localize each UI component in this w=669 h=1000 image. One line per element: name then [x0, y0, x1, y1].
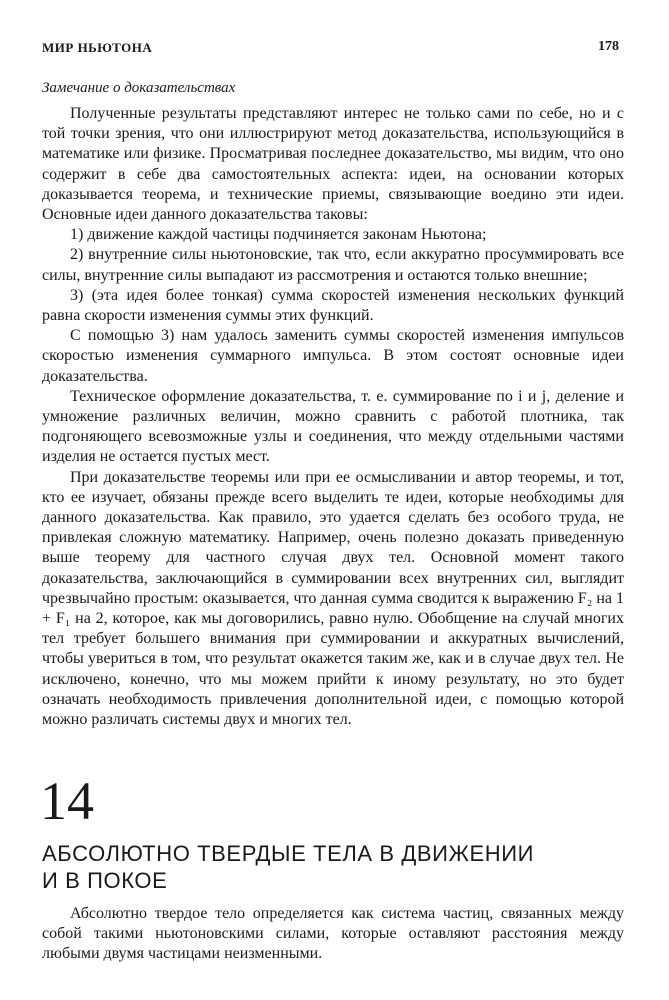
- running-head: МИР НЬЮТОНА: [42, 40, 153, 55]
- paragraph: Техническое оформление доказательства, т. е. суммирование по i и j, деление и умножение различных величин, можно сравнить с работой плотника, так подгоняющего всевозможные узлы и соединения, что между отдельными частями изделия не остается пустых мест.: [42, 387, 624, 466]
- section-heading: Замечание о доказательствах: [42, 80, 236, 96]
- section-body: [42, 104, 624, 730]
- chapter-title-line: АБСОЛЮТНО ТВЕРДЫЕ ТЕЛА В ДВИЖЕНИИ: [42, 841, 535, 866]
- paragraph: При доказательстве теоремы или при ее осмысливании и автор теоремы, и тот, кто ее изучает, обязаны прежде всего выделить те идеи, которые необходимы для данного доказательства. Как правило, это удается сделать без особого труда, не привлекая сложную математику. Например, очень полезно доказать приведенную выше теорему для частного случая двух тел. Основной момент такого доказательства, заключающийся в суммировании всех внутренних сил, выглядит чрезвычайно простым: оказывается, что данная сумма сводится к выражению F₂ на 1 + F₁ на 2, которое, как мы договорились, равно нулю. Обобщение на случай многих тел требует большего внимания при суммировании и аккуратных вычислений, чтобы увериться в том, что результат окажется таким же, как и в случае двух тел. Не исключено, конечно, что мы можем прийти к иному результату, но это будет означать необходимость привлечения дополнительной идеи, с помощью которой можно различать системы двух и многих тел.: [42, 468, 624, 729]
- list-item: 1) движение каждой частицы подчиняется законам Ньютона;: [70, 226, 487, 244]
- chapter-intro: [42, 904, 624, 965]
- list-item: 2) внутренние силы ньютоновские, так что, если аккуратно просуммировать все силы, внутренние силы выпадают из рассмотрения и остаются только внешние;: [42, 246, 624, 284]
- paragraph: Полученные результаты представляют интерес не только сами по себе, но и с той точки зрения, что они иллюстрируют метод доказательства, использующийся в математике или физике. Просматривая последнее доказательство, мы видим, что оно содержит в себе два самостоятельных аспекта: идеи, на основании которых доказывается теорема, и технические приемы, связывающие воедино эти идеи. Основные идеи данного доказательства таковы:: [42, 105, 624, 224]
- chapter-title: [42, 840, 602, 894]
- chapter-title-line: И В ПОКОЕ: [42, 868, 168, 893]
- list-item: 3) (эта идея более тонкая) сумма скоростей изменения нескольких функций равна скорости изменения суммы этих функций.: [42, 286, 624, 325]
- paragraph: С помощью 3) нам удалось заменить суммы скоростей изменения импульсов скоростью изменения суммарного импульса. В этом состоят основные идеи доказательства.: [42, 327, 624, 385]
- paragraph: Абсолютно твердое тело определяется как система частиц, связанных между собой такими ньютоновскими силами, которые оставляют расстояния между любыми двумя частицами неизменными.: [42, 905, 624, 963]
- page-number: 178: [598, 39, 619, 54]
- chapter-number: 14: [40, 771, 94, 831]
